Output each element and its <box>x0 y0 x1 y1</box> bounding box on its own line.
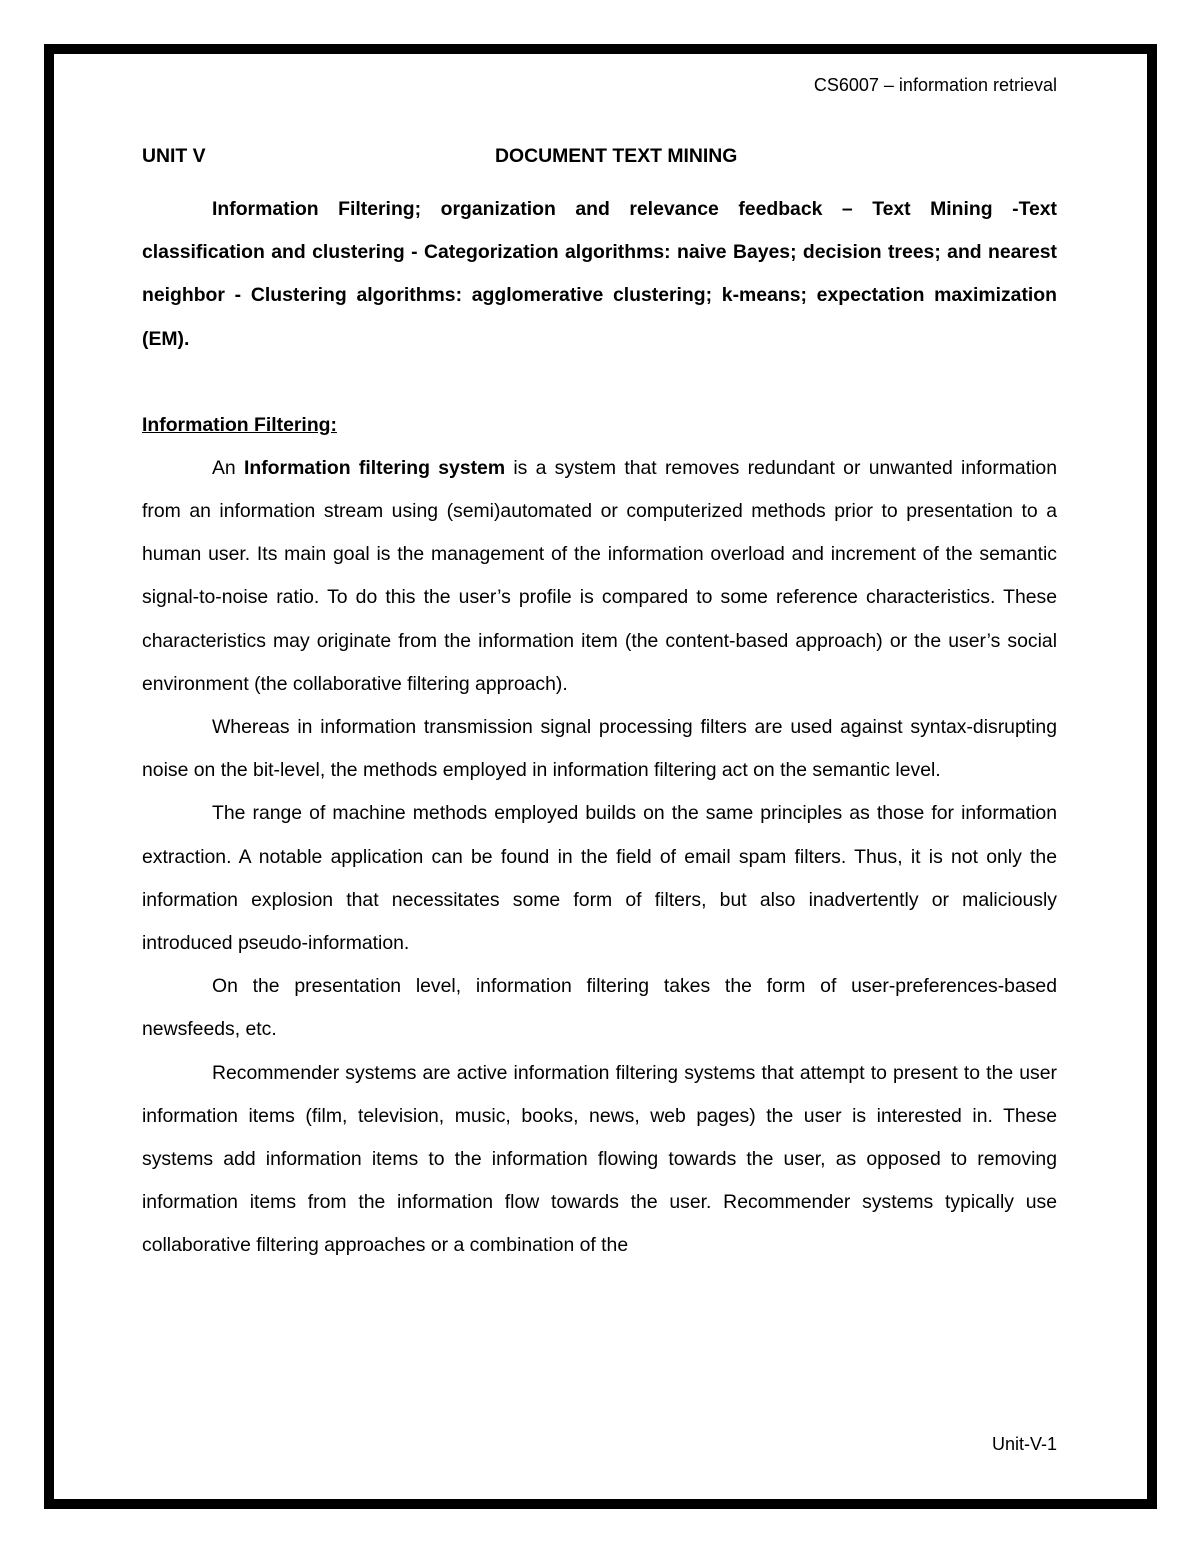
paragraph-definition <box>142 447 1057 706</box>
unit-title-row <box>142 144 1057 168</box>
unit-title: DOCUMENT TEXT MINING <box>495 145 738 167</box>
paragraph-recommender-systems: Recommender systems are active information filtering systems that attempt to present to the user information items (film, television, music, books, news, web pages) the user is interested in. These systems add information items to the information flowing towards the user, as opposed to removing information items from the information flow towards the user. Recommender systems typically use collaborative filtering approaches or a combination of the <box>142 1061 1057 1257</box>
unit-label: UNIT V <box>142 145 206 167</box>
paragraph-presentation-level: On the presentation level, information filtering takes the form of user-preferences-based newsfeeds, etc. <box>142 975 1057 1041</box>
paragraph-signal-processing: Whereas in information transmission signal processing filters are used against syntax-disrupting noise on the bit-level, the methods employed in information filtering act on the semantic level. <box>142 716 1057 782</box>
blank-line <box>142 361 1057 404</box>
running-header: CS6007 – information retrieval <box>813 75 1057 95</box>
definition-term: Information filtering system <box>243 456 506 479</box>
page-number: Unit-V-1 <box>991 1434 1057 1454</box>
syllabus-paragraph: Information Filtering; organization and relevance feedback – Text Mining -Text classification and clustering - Categorization algorithms: naive Bayes; decision trees; and nearest neighbor - Clustering algorithms: agglomerative clustering; k-means; expectation maximization (EM). <box>142 198 1057 350</box>
document-body <box>142 144 1057 1268</box>
paragraph-machine-methods: The range of machine methods employed builds on the same principles as those for information extraction. A notable application can be found in the field of email spam filters. Thus, it is not only the information explosion that necessitates some form of filters, but also inadvertently or maliciously introduced pseudo-information. <box>142 802 1057 955</box>
definition-rest: is a system that removes redundant or unwanted information from an information stream using (semi)automated or computerized methods prior to presentation to a human user. Its main goal is the management of the information overload and increment of the semantic signal-to-noise ratio. To do this the user’s profile is compared to some reference characteristics. These characteristics may originate from the information item (the content-based approach) or the user’s social environment (the collaborative filtering approach). <box>142 456 1057 695</box>
definition-lead: An <box>212 456 244 479</box>
section-heading: Information Filtering: <box>142 413 337 436</box>
